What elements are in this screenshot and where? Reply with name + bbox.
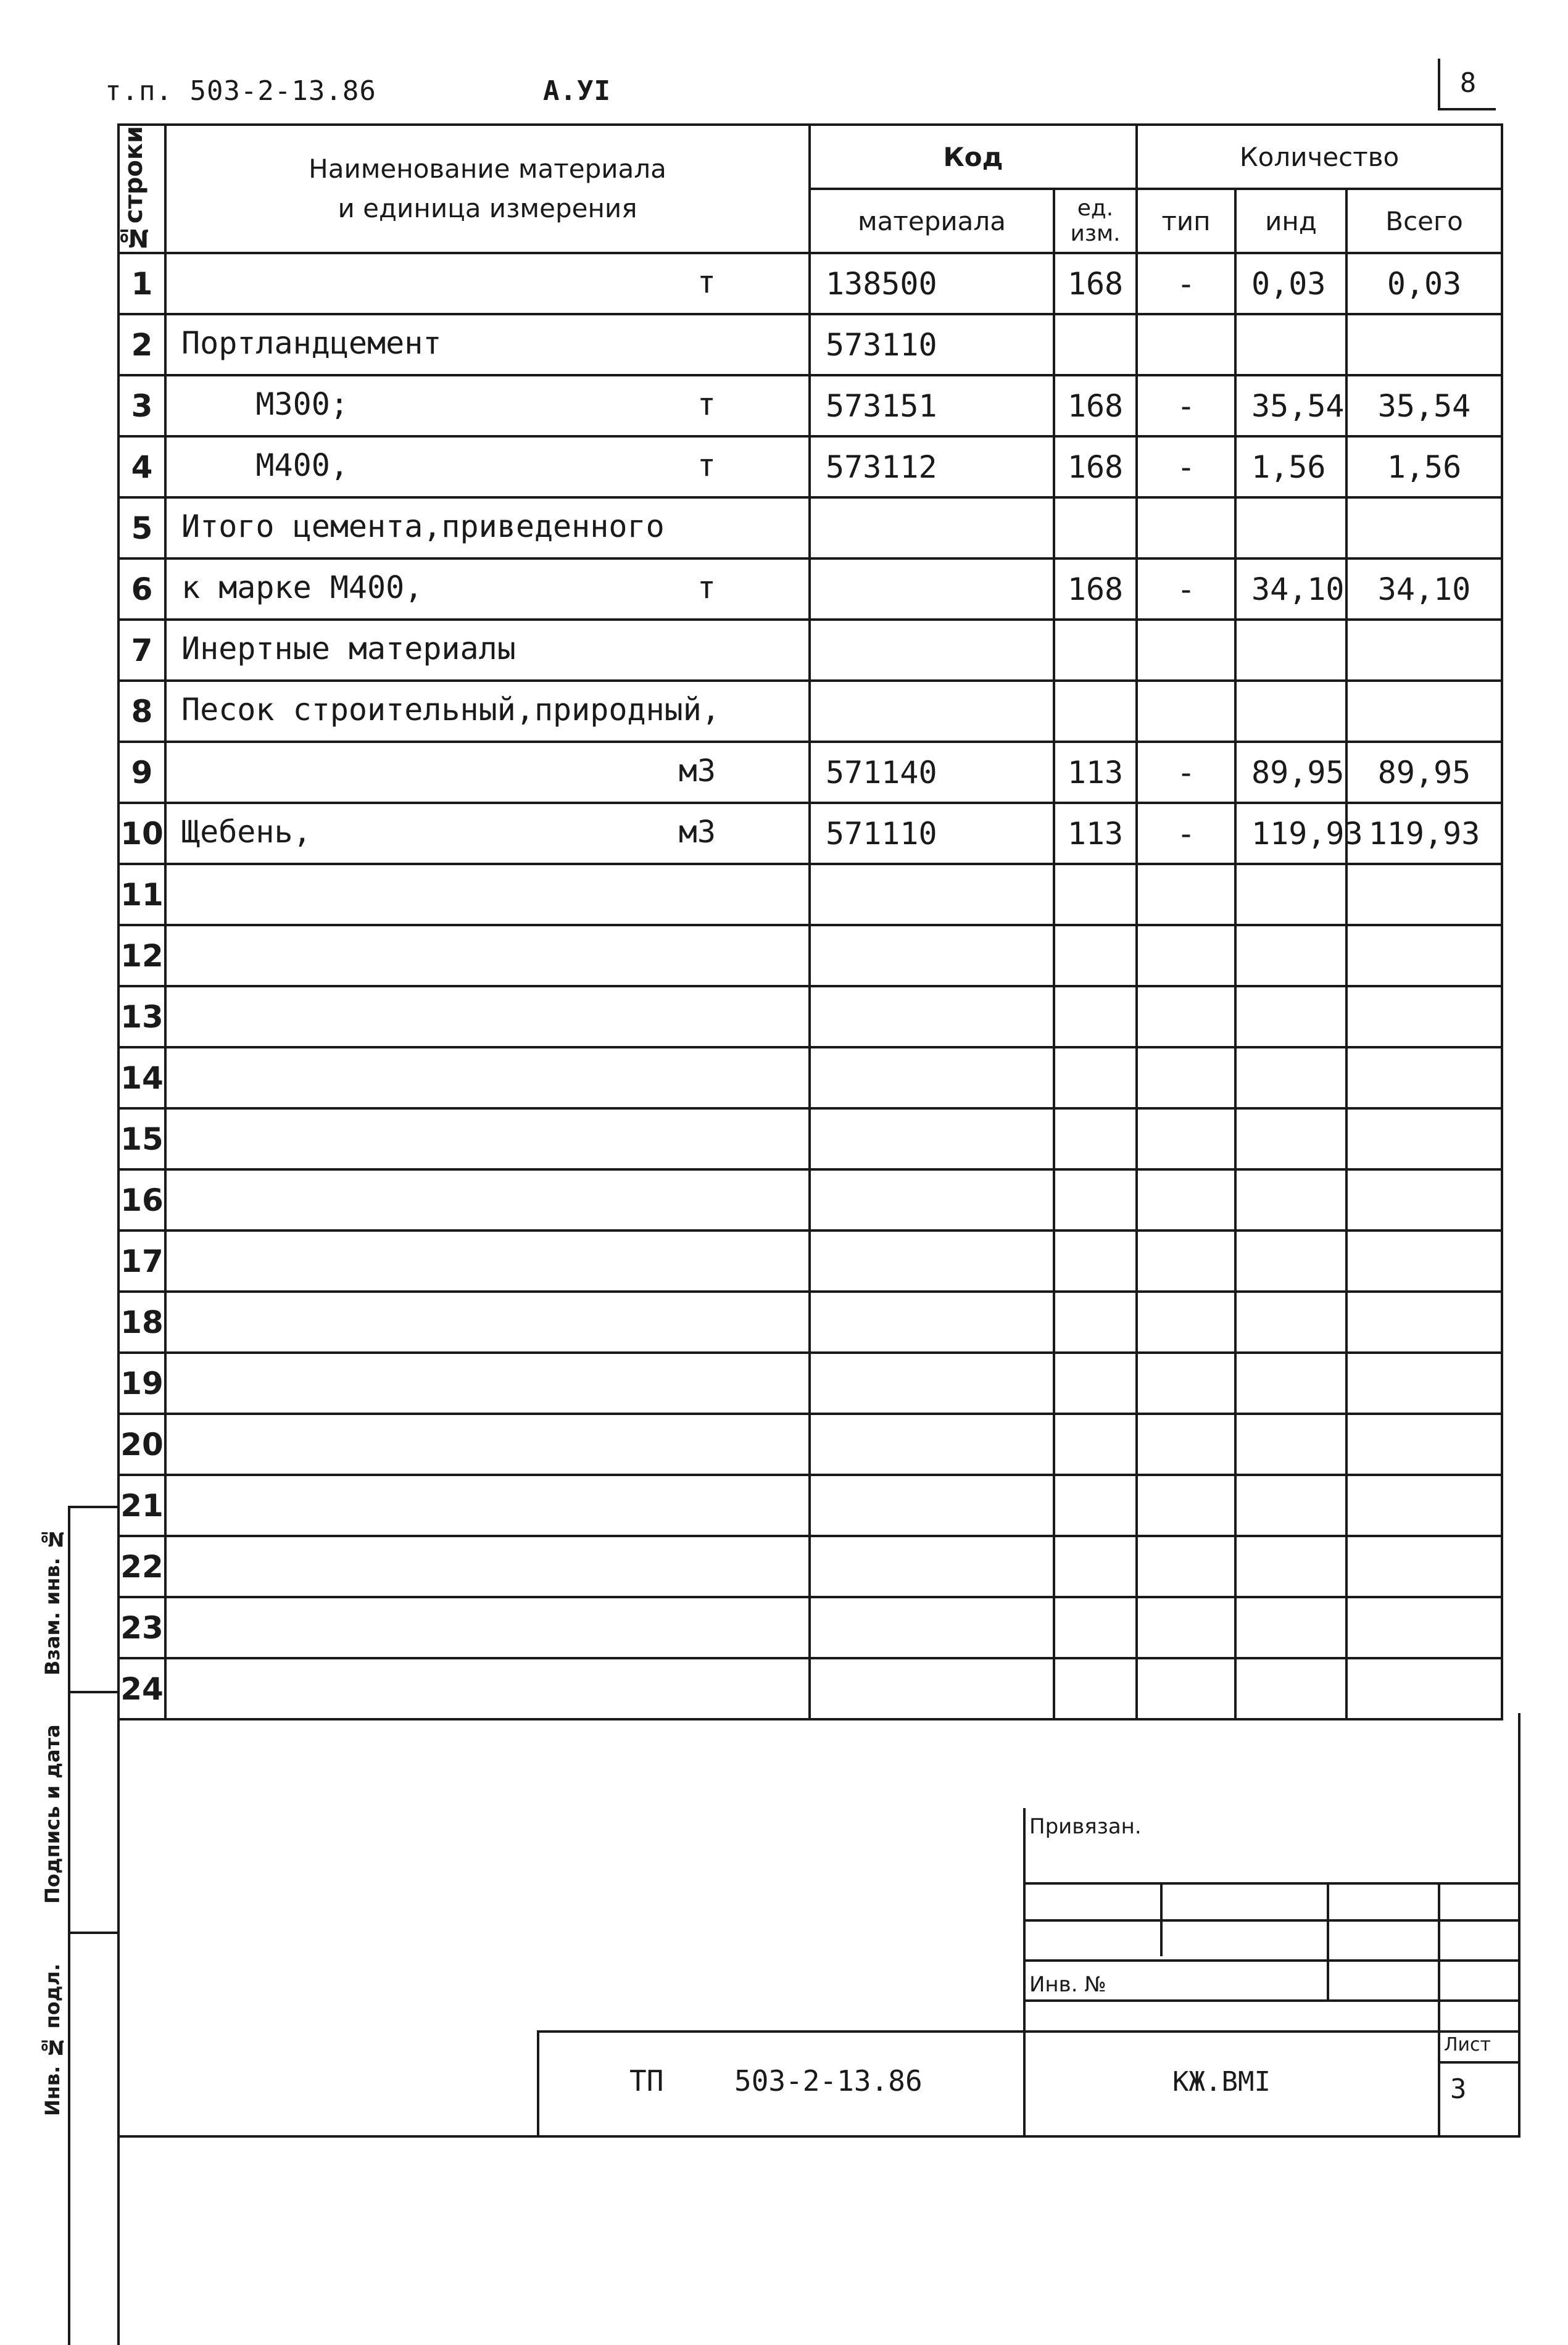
- unit-code: [1054, 864, 1137, 925]
- table-row: [118, 925, 1502, 986]
- qty-ind: [1235, 925, 1346, 986]
- table-row: [118, 1536, 1502, 1597]
- qty-total: [1346, 1047, 1502, 1108]
- qty-type: [1137, 1658, 1235, 1719]
- qty-ind: [1235, 1475, 1346, 1536]
- material-code: 573151: [810, 375, 1054, 436]
- table-row: [118, 1597, 1502, 1658]
- qty-ind: 1,56: [1235, 436, 1346, 497]
- qty-total: [1346, 1353, 1502, 1414]
- unit-code: [1054, 1475, 1137, 1536]
- table-row: [118, 1475, 1502, 1536]
- material-code: [810, 497, 1054, 558]
- qty-type: -: [1137, 742, 1235, 803]
- table-row: [118, 436, 1502, 497]
- qty-total: [1346, 1108, 1502, 1169]
- qty-type: [1137, 864, 1235, 925]
- qty-type: [1137, 681, 1235, 742]
- material-code: 571110: [810, 803, 1054, 864]
- unit-code: 168: [1054, 558, 1137, 620]
- material-code: [810, 1597, 1054, 1658]
- qty-total: [1346, 1292, 1502, 1353]
- table-row: [118, 314, 1502, 375]
- row-number: 16: [118, 1169, 165, 1231]
- measure-unit: м3: [678, 753, 716, 789]
- material-name: Портландцемент: [181, 325, 442, 362]
- qty-type: -: [1137, 558, 1235, 620]
- material-name-cell: [165, 436, 810, 497]
- row-number: 19: [118, 1353, 165, 1414]
- material-code: [810, 986, 1054, 1047]
- replaced-inventory-label: Взам. инв. №: [41, 1527, 64, 1676]
- qty-type: [1137, 1169, 1235, 1231]
- material-name-cell: [165, 1169, 810, 1231]
- material-code: 571140: [810, 742, 1054, 803]
- qty-total-header: Всего: [1346, 189, 1502, 253]
- sheet-value: 3: [1450, 2073, 1467, 2105]
- qty-ind: [1235, 681, 1346, 742]
- qty-total: [1346, 864, 1502, 925]
- row-number: 18: [118, 1292, 165, 1353]
- qty-ind: [1235, 1414, 1346, 1475]
- material-code: [810, 1353, 1054, 1414]
- qty-ind: [1235, 1658, 1346, 1719]
- material-name-cell: [165, 1536, 810, 1597]
- material-name: М400,: [181, 447, 349, 484]
- material-name-cell: [165, 253, 810, 314]
- unit-code: [1054, 1658, 1137, 1719]
- material-name-cell: [165, 1597, 810, 1658]
- qty-type: [1137, 620, 1235, 681]
- qty-total: 0,03: [1346, 253, 1502, 314]
- table-row: [118, 1108, 1502, 1169]
- qty-ind: 35,54: [1235, 375, 1346, 436]
- unit-code: 113: [1054, 742, 1137, 803]
- qty-total: [1346, 681, 1502, 742]
- measure-unit: м3: [678, 814, 716, 850]
- material-name-cell: [165, 1353, 810, 1414]
- material-code: [810, 1108, 1054, 1169]
- qty-total: [1346, 497, 1502, 558]
- linked-label: Привязан.: [1029, 1814, 1142, 1839]
- measure-unit: т: [697, 570, 716, 606]
- qty-type: [1137, 1414, 1235, 1475]
- material-code: 573110: [810, 314, 1054, 375]
- qty-ind: [1235, 1047, 1346, 1108]
- material-code: [810, 925, 1054, 986]
- title-drawing-mark: КЖ.ВМI: [1172, 2066, 1271, 2098]
- row-number: 3: [118, 375, 165, 436]
- row-number: 6: [118, 558, 165, 620]
- table-row: [118, 1353, 1502, 1414]
- material-name-cell: [165, 497, 810, 558]
- row-number: 9: [118, 742, 165, 803]
- material-name-cell: [165, 681, 810, 742]
- material-code: 138500: [810, 253, 1054, 314]
- unit-code: [1054, 1047, 1137, 1108]
- qty-type: [1137, 1597, 1235, 1658]
- row-number: 23: [118, 1597, 165, 1658]
- row-number: 10: [118, 803, 165, 864]
- qty-total: 89,95: [1346, 742, 1502, 803]
- qty-type: [1137, 1475, 1235, 1536]
- qty-ind: 89,95: [1235, 742, 1346, 803]
- row-number: 2: [118, 314, 165, 375]
- table-row: [118, 681, 1502, 742]
- unit-code: [1054, 1169, 1137, 1231]
- table-row: [118, 1414, 1502, 1475]
- qty-type: [1137, 497, 1235, 558]
- qty-type: [1137, 925, 1235, 986]
- qty-total: [1346, 1475, 1502, 1536]
- qty-type: [1137, 1292, 1235, 1353]
- table-row: [118, 253, 1502, 314]
- measure-unit: т: [697, 386, 716, 423]
- materials-table: [117, 123, 1503, 1720]
- album-code: А.УI: [543, 75, 611, 107]
- measure-unit: т: [697, 447, 716, 484]
- qty-total: [1346, 1414, 1502, 1475]
- qty-type: [1137, 1353, 1235, 1414]
- material-name-cell: [165, 1658, 810, 1719]
- qty-total: 34,10: [1346, 558, 1502, 620]
- code-group-header: Код: [810, 125, 1137, 189]
- unit-code: [1054, 925, 1137, 986]
- row-number: 17: [118, 1231, 165, 1292]
- unit-code: 168: [1054, 436, 1137, 497]
- table-row: [118, 1169, 1502, 1231]
- material-name-cell: [165, 925, 810, 986]
- document-reference: т.п. 503-2-13.86: [105, 75, 376, 107]
- qty-ind: [1235, 1108, 1346, 1169]
- qty-ind: [1235, 1536, 1346, 1597]
- qty-total: [1346, 1658, 1502, 1719]
- material-name-cell: [165, 742, 810, 803]
- qty-type: [1137, 986, 1235, 1047]
- qty-type: [1137, 1047, 1235, 1108]
- material-name: Песок строительный,природный,: [181, 692, 720, 728]
- qty-type: [1137, 1536, 1235, 1597]
- qty-type-header: тип: [1137, 189, 1235, 253]
- material-code: [810, 620, 1054, 681]
- qty-ind: [1235, 620, 1346, 681]
- unit-code: [1054, 314, 1137, 375]
- qty-total: [1346, 314, 1502, 375]
- qty-ind: [1235, 1169, 1346, 1231]
- material-code: [810, 1536, 1054, 1597]
- row-number: 4: [118, 436, 165, 497]
- inventory-number-label: Инв. №: [1029, 1972, 1106, 1997]
- qty-type: -: [1137, 436, 1235, 497]
- material-name-cell: [165, 803, 810, 864]
- qty-total: 1,56: [1346, 436, 1502, 497]
- row-number: 12: [118, 925, 165, 986]
- material-name-cell: [165, 558, 810, 620]
- material-code: [810, 1047, 1054, 1108]
- sheet-number: 8: [1438, 59, 1496, 110]
- material-code: [810, 558, 1054, 620]
- qty-type: -: [1137, 375, 1235, 436]
- material-code: [810, 1292, 1054, 1353]
- qty-ind: [1235, 497, 1346, 558]
- sheet-label: Лист: [1444, 2034, 1491, 2056]
- material-code: 573112: [810, 436, 1054, 497]
- unit-code: [1054, 620, 1137, 681]
- qty-ind-header: инд: [1235, 189, 1346, 253]
- material-name: Инертные материалы: [181, 631, 516, 667]
- material-name-cell: [165, 314, 810, 375]
- unit-code: [1054, 1231, 1137, 1292]
- qty-type: [1137, 314, 1235, 375]
- row-number: 11: [118, 864, 165, 925]
- quantity-group-header: Количество: [1137, 125, 1502, 189]
- qty-total: [1346, 1169, 1502, 1231]
- material-name-cell: [165, 1475, 810, 1536]
- table-row: [118, 1292, 1502, 1353]
- title-tp-prefix: ТП: [629, 2064, 664, 2098]
- qty-total: [1346, 925, 1502, 986]
- row-number: 7: [118, 620, 165, 681]
- unit-code: [1054, 1108, 1137, 1169]
- material-code: [810, 1169, 1054, 1231]
- row-number: 22: [118, 1536, 165, 1597]
- unit-code: [1054, 1353, 1137, 1414]
- table-row: [118, 497, 1502, 558]
- material-name-cell: [165, 1047, 810, 1108]
- material-name-cell: [165, 1292, 810, 1353]
- unit-code: [1054, 986, 1137, 1047]
- material-name: Итого цемента,приведенного: [181, 508, 665, 545]
- qty-ind: [1235, 1292, 1346, 1353]
- material-name-cell: [165, 986, 810, 1047]
- qty-total: [1346, 1536, 1502, 1597]
- table-row: [118, 1658, 1502, 1719]
- material-code: [810, 864, 1054, 925]
- material-name: Щебень,: [181, 814, 312, 850]
- measure-unit: т: [697, 264, 716, 301]
- material-code: [810, 1658, 1054, 1719]
- qty-total: 119,93: [1346, 803, 1502, 864]
- material-name-cell: [165, 375, 810, 436]
- qty-type: [1137, 1231, 1235, 1292]
- qty-total: [1346, 986, 1502, 1047]
- material-name-cell: [165, 1231, 810, 1292]
- material-code: [810, 1475, 1054, 1536]
- row-number: 13: [118, 986, 165, 1047]
- material-code: [810, 681, 1054, 742]
- code-unit-header: ед. изм.: [1054, 189, 1137, 253]
- material-name-cell: [165, 1108, 810, 1169]
- row-number: 14: [118, 1047, 165, 1108]
- table-row: [118, 803, 1502, 864]
- table-row: [118, 375, 1502, 436]
- qty-ind: 119,93: [1235, 803, 1346, 864]
- unit-code: [1054, 1597, 1137, 1658]
- material-code: [810, 1231, 1054, 1292]
- table-row: [118, 1047, 1502, 1108]
- code-material-header: материала: [810, 189, 1054, 253]
- qty-ind: [1235, 1597, 1346, 1658]
- material-name-header: Наименование материала и единица измерения: [165, 125, 810, 253]
- material-name: к марке М400,: [181, 570, 423, 606]
- row-number: 21: [118, 1475, 165, 1536]
- qty-ind: 34,10: [1235, 558, 1346, 620]
- unit-code: [1054, 1292, 1137, 1353]
- qty-ind: [1235, 314, 1346, 375]
- original-inventory-label: Инв. № подл.: [41, 1963, 64, 2116]
- qty-total: [1346, 1597, 1502, 1658]
- qty-total: 35,54: [1346, 375, 1502, 436]
- unit-code: 168: [1054, 253, 1137, 314]
- row-number-header: №строки: [118, 125, 165, 253]
- material-name-cell: [165, 620, 810, 681]
- qty-type: -: [1137, 803, 1235, 864]
- table-row: [118, 620, 1502, 681]
- row-number: 5: [118, 497, 165, 558]
- unit-code: [1054, 497, 1137, 558]
- signature-date-label: Подпись и дата: [41, 1724, 64, 1904]
- table-row: [118, 986, 1502, 1047]
- row-number: 8: [118, 681, 165, 742]
- qty-ind: [1235, 1231, 1346, 1292]
- qty-ind: [1235, 1353, 1346, 1414]
- row-number: 15: [118, 1108, 165, 1169]
- title-project-number: 503-2-13.86: [734, 2064, 923, 2098]
- table-row: [118, 742, 1502, 803]
- unit-code: [1054, 681, 1137, 742]
- qty-total: [1346, 620, 1502, 681]
- qty-ind: [1235, 864, 1346, 925]
- row-number: 1: [118, 253, 165, 314]
- qty-ind: [1235, 986, 1346, 1047]
- material-name: М300;: [181, 386, 349, 423]
- row-number: 24: [118, 1658, 165, 1719]
- table-row: [118, 558, 1502, 620]
- material-code: [810, 1414, 1054, 1475]
- qty-total: [1346, 1231, 1502, 1292]
- qty-type: [1137, 1108, 1235, 1169]
- unit-code: [1054, 1414, 1137, 1475]
- table-row: [118, 1231, 1502, 1292]
- unit-code: [1054, 1536, 1137, 1597]
- material-name-cell: [165, 864, 810, 925]
- unit-code: 113: [1054, 803, 1137, 864]
- row-number: 20: [118, 1414, 165, 1475]
- unit-code: 168: [1054, 375, 1137, 436]
- qty-ind: 0,03: [1235, 253, 1346, 314]
- material-name-cell: [165, 1414, 810, 1475]
- qty-type: -: [1137, 253, 1235, 314]
- table-row: [118, 864, 1502, 925]
